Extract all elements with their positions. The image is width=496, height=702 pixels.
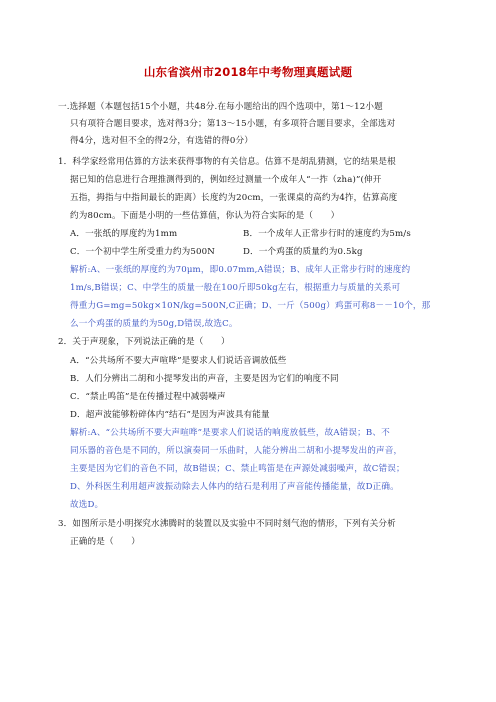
q1-stem-line: 据已知的信息进行合理推测得到的，例如经过测量一个成年人“一拃（zha)”(伸开 bbox=[70, 175, 382, 185]
q1-stem-line: 约为80cm。下面是小明的一些估算值，你认为符合实际的是（ ） bbox=[70, 211, 340, 221]
section-header-line: 得4分，选对但不全的得2分，有选错的得0分） bbox=[70, 136, 253, 146]
q2-analysis-line: 解析:A、“公共场所不要大声喧哗”是要求人们说话的响度放低些，故A错误；B、不 bbox=[70, 428, 390, 438]
q2-option-b: B．人们分辨出二胡和小提琴发出的声音，主要是因为它们的响度不同 bbox=[70, 374, 339, 384]
section-header-line: 一.选择题（本题包括15个小题，共48分.在每小题给出的四个选项中，第1～12小题 bbox=[58, 102, 383, 112]
q1-analysis-line: 么一个鸡蛋的质量约为50g,D错误,故选C。 bbox=[70, 319, 238, 329]
q1-option-c: C．一个初中学生所受重力约为500N bbox=[70, 247, 215, 257]
q2-option-d: D．超声波能够粉碎体内“结石”是因为声波具有能量 bbox=[70, 410, 270, 420]
q1-option-d: D．一个鸡蛋的质量约为0.5kg bbox=[243, 247, 363, 257]
q2-option-c: C．“禁止鸣笛”是在传播过程中减弱噪声 bbox=[70, 392, 226, 402]
q1-analysis-line: 解析:A、一张纸的厚度约为70μm，即0.07mm,A错误；B、成年人正常步行时的速度约 bbox=[70, 265, 411, 275]
q2-analysis-line: 主要是因为它们的音色不同，故B错误；C、禁止鸣笛是在声源处减弱噪声，故C错误； bbox=[70, 464, 405, 474]
q1-analysis-line: 1m/s,B错误；C、中学生的质量一般在100斤即50kg左右，根据重力与质量的关系可 bbox=[70, 283, 401, 293]
q3-stem-line: 正确的是（ ） bbox=[70, 537, 140, 547]
q2-analysis-line: D、外科医生利用超声波振动除去人体内的结石是利用了声音能传播能量，故D正确。 bbox=[70, 482, 399, 492]
q2-analysis-line: 故选D。 bbox=[70, 500, 104, 510]
q1-option-b: B．一个成年人正常步行时的速度约为5m/s bbox=[243, 229, 411, 239]
q1-stem-line: 五指，拇指与中指间最长的距离）长度约为20cm，一张课桌的高约为4拃，估算高度 bbox=[70, 193, 398, 203]
q2-analysis-line: 同乐器的音色是不同的，所以演奏同一乐曲时，人能分辨出二胡和小提琴发出的声音， bbox=[70, 446, 403, 456]
page-title: 山东省滨州市2018年中考物理真题试题 bbox=[143, 65, 353, 79]
section-header-line: 只有项符合题目要求，选对得3分；第13～15小题，有多项符合题目要求，全部选对 bbox=[70, 119, 396, 129]
q1-option-a: A．一张纸的厚度约为1mm bbox=[70, 229, 178, 239]
q2-stem: 2．关于声现象，下列说法正确的是（ ） bbox=[58, 337, 230, 347]
q2-option-a: A．“公共场所不要大声喧哗”是要求人们说话音调放低些 bbox=[70, 356, 287, 366]
q3-stem-line: 3．如图所示是小明探究水沸腾时的装置以及实验中不同时刻气泡的情形，下列有关分析 bbox=[58, 519, 396, 529]
q1-analysis-line: 得重力G=mg=50kg×10N/kg=500N,C正确；D、一斤（500g）鸡蛋可称8－－10个，那 bbox=[70, 301, 431, 311]
q1-stem-line: 1．科学家经常用估算的方法来获得事物的有关信息。估算不是胡乱猜测，它的结果是根 bbox=[58, 157, 396, 167]
